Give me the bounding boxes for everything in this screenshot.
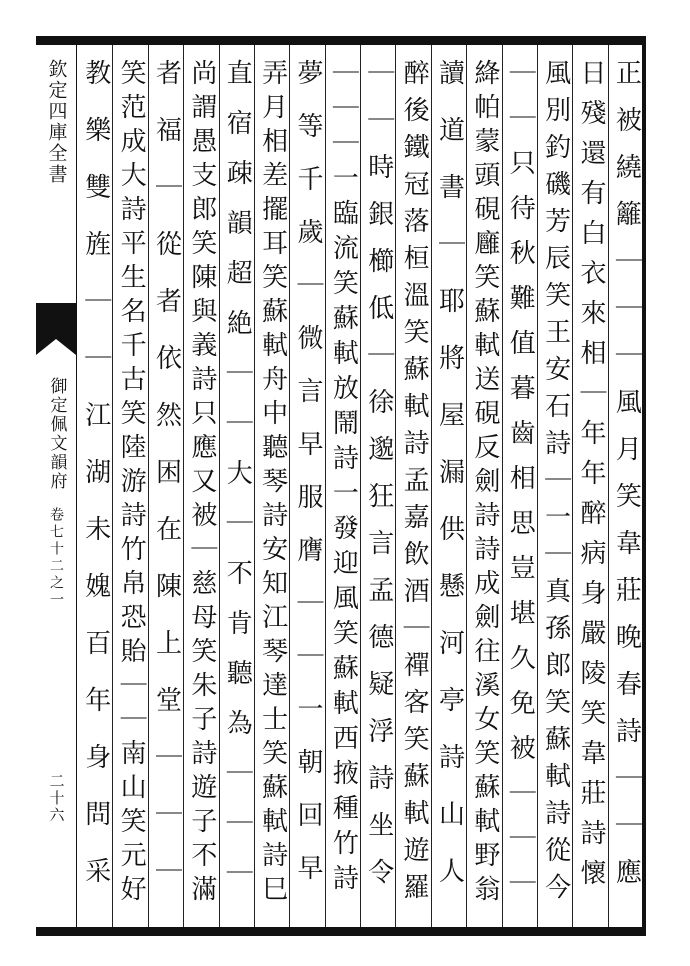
text-column	[326, 45, 361, 927]
column-text: ｜｜時銀櫛低｜徐邈狂言孟德疑浮詩坐令	[363, 59, 394, 905]
text-column	[396, 45, 431, 927]
fishtail-upper-icon	[36, 303, 76, 337]
fold-title: 御定佩文韻府	[46, 377, 67, 491]
text-column	[609, 45, 644, 927]
book-title: 欽定四庫全書	[45, 59, 68, 185]
text-column	[467, 45, 502, 927]
fishtail-lower-icon	[36, 337, 76, 373]
column-text: 教樂雙旌｜｜江湖未媿百年身問采	[80, 59, 111, 914]
text-column	[78, 45, 113, 927]
column-text: ｜｜只待秋難值暮齒相思豈堪久免被｜｜｜	[505, 59, 536, 914]
column-text: 讀道書｜耶將屋漏供懸河亭詩山人	[434, 59, 465, 914]
column-text: 尚謂愚支郎笑陳與義詩只應又被｜慈母笑朱子詩遊子不滿	[186, 59, 217, 909]
column-text: 弄月相差擺耳笑蘇軾舟中聽琴詩安知江琴達士笑蘇軾詩巳	[257, 59, 288, 909]
page-number: 二十六	[47, 773, 66, 824]
text-column	[220, 45, 255, 927]
text-column	[290, 45, 325, 927]
column-text: 風別釣磯芳辰笑王安石詩｜一｜真孫郎笑蘇軾詩從今	[540, 59, 571, 910]
column-text: 正被繞籬｜｜｜風月笑韋莊晚春詩｜｜應	[611, 59, 642, 905]
text-column	[538, 45, 573, 927]
text-column	[361, 45, 396, 927]
column-text: 直宿疎韻超絶｜｜大｜不肯聽為｜｜｜	[222, 59, 253, 909]
text-column	[149, 45, 184, 927]
column-text: 者福｜從者依然困在陳上堂｜｜｜	[151, 59, 182, 914]
folio-label: 卷七十二之一	[48, 507, 64, 609]
text-column	[503, 45, 538, 927]
column-text: 絳帕蒙頭硯廱笑蘇軾送硯反劍詩詩成劍往溪女笑蘇軾野翁	[469, 59, 500, 909]
text-column	[184, 45, 219, 927]
column-text: ｜｜｜一臨流笑蘇軾放鬧詩一發迎風笑蘇軾西掖種竹詩	[328, 59, 359, 899]
text-column	[432, 45, 467, 927]
column-text: 醉後鐵冠落桓溫笑蘇軾詩孟嘉飲酒｜禪客笑蘇軾遊羅	[399, 59, 430, 910]
margin-strip	[36, 45, 77, 927]
text-column	[255, 45, 290, 927]
column-text: 日殘還有白衣來相｜年年醉病身嚴陵笑韋莊詩懷	[575, 59, 606, 899]
text-column	[573, 45, 608, 927]
column-text: 夢等千歲｜微言早服膺｜｜一朝回早	[292, 59, 323, 907]
text-column	[113, 45, 148, 927]
text-columns	[78, 45, 644, 927]
column-text: 笑范成大詩平生名千古笑陸游詩竹帛恐貽｜｜南山笑元好	[116, 59, 147, 909]
